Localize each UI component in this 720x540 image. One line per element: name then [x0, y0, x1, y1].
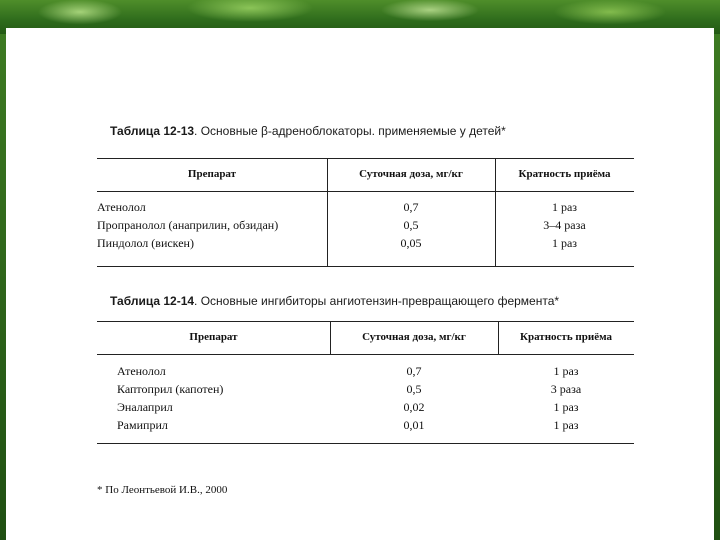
table2-row2-dose: 0,5	[406, 382, 422, 396]
table1-caption-label: Таблица 12-13	[110, 124, 195, 138]
table2-header-drug: Препарат	[189, 331, 238, 343]
table1-caption	[110, 124, 506, 138]
table1-row3-frequency: 1 раз	[551, 236, 578, 250]
table2-row3-frequency: 1 раз	[553, 400, 579, 414]
table1-row1-frequency: 1 раз	[551, 200, 578, 214]
table2-row1-frequency: 1 раз	[553, 364, 579, 378]
table1-row3-dose: 0,05	[400, 236, 422, 250]
table2-top-rule	[97, 321, 634, 322]
table1-header-frequency: Кратность приёма	[518, 168, 611, 180]
table1-caption-text: . Основные β-адреноблокаторы. применяемые у детей*	[194, 124, 506, 138]
table2-header-dose: Суточная доза, мг/кг	[362, 331, 466, 343]
table2-header-frequency: Кратность приёма	[520, 331, 612, 343]
table2-row2-drug: Каптоприл (капотен)	[117, 382, 224, 396]
table2-row4-drug: Рамиприл	[117, 418, 168, 432]
background-right-edge	[714, 34, 720, 540]
table2-header-rule	[97, 354, 634, 355]
table2-row2-frequency: 3 раза	[550, 382, 582, 396]
table1-row2-dose: 0,5	[403, 218, 419, 232]
table2-row1-drug: Атенолол	[117, 364, 166, 378]
table2	[97, 321, 634, 445]
table1-row2-drug: Пропранолол (анаприлин, обзидан)	[97, 218, 279, 232]
slide-page	[6, 28, 714, 540]
table1-top-rule	[97, 158, 634, 159]
table1-header-dose: Суточная доза, мг/кг	[359, 168, 463, 180]
table1-row1-drug: Атенолол	[97, 200, 146, 214]
table1-header-drug: Препарат	[187, 168, 237, 180]
table2-row1-dose: 0,7	[406, 364, 422, 378]
table1-header-rule	[97, 191, 634, 192]
table1-bottom-rule	[97, 266, 634, 267]
table2-row4-dose: 0,01	[403, 418, 425, 432]
table2-bottom-rule	[97, 443, 634, 444]
table2-caption-label: Таблица 12-14	[110, 294, 195, 308]
table1-row3-drug: Пиндолол (вискен)	[97, 236, 194, 250]
table2-row3-drug: Эналаприл	[117, 400, 173, 414]
table1-row1-dose: 0,7	[403, 200, 419, 214]
table2-row4-frequency: 1 раз	[553, 418, 579, 432]
table2-caption-text: . Основные ингибиторы ангиотензин-превращающего фермента*	[194, 294, 560, 308]
table2-caption	[110, 294, 559, 308]
table1	[97, 158, 634, 268]
table1-row2-frequency: 3–4 раза	[543, 218, 586, 232]
table2-row3-dose: 0,02	[403, 400, 425, 414]
footnote: * По Леонтьевой И.В., 2000	[97, 484, 228, 496]
